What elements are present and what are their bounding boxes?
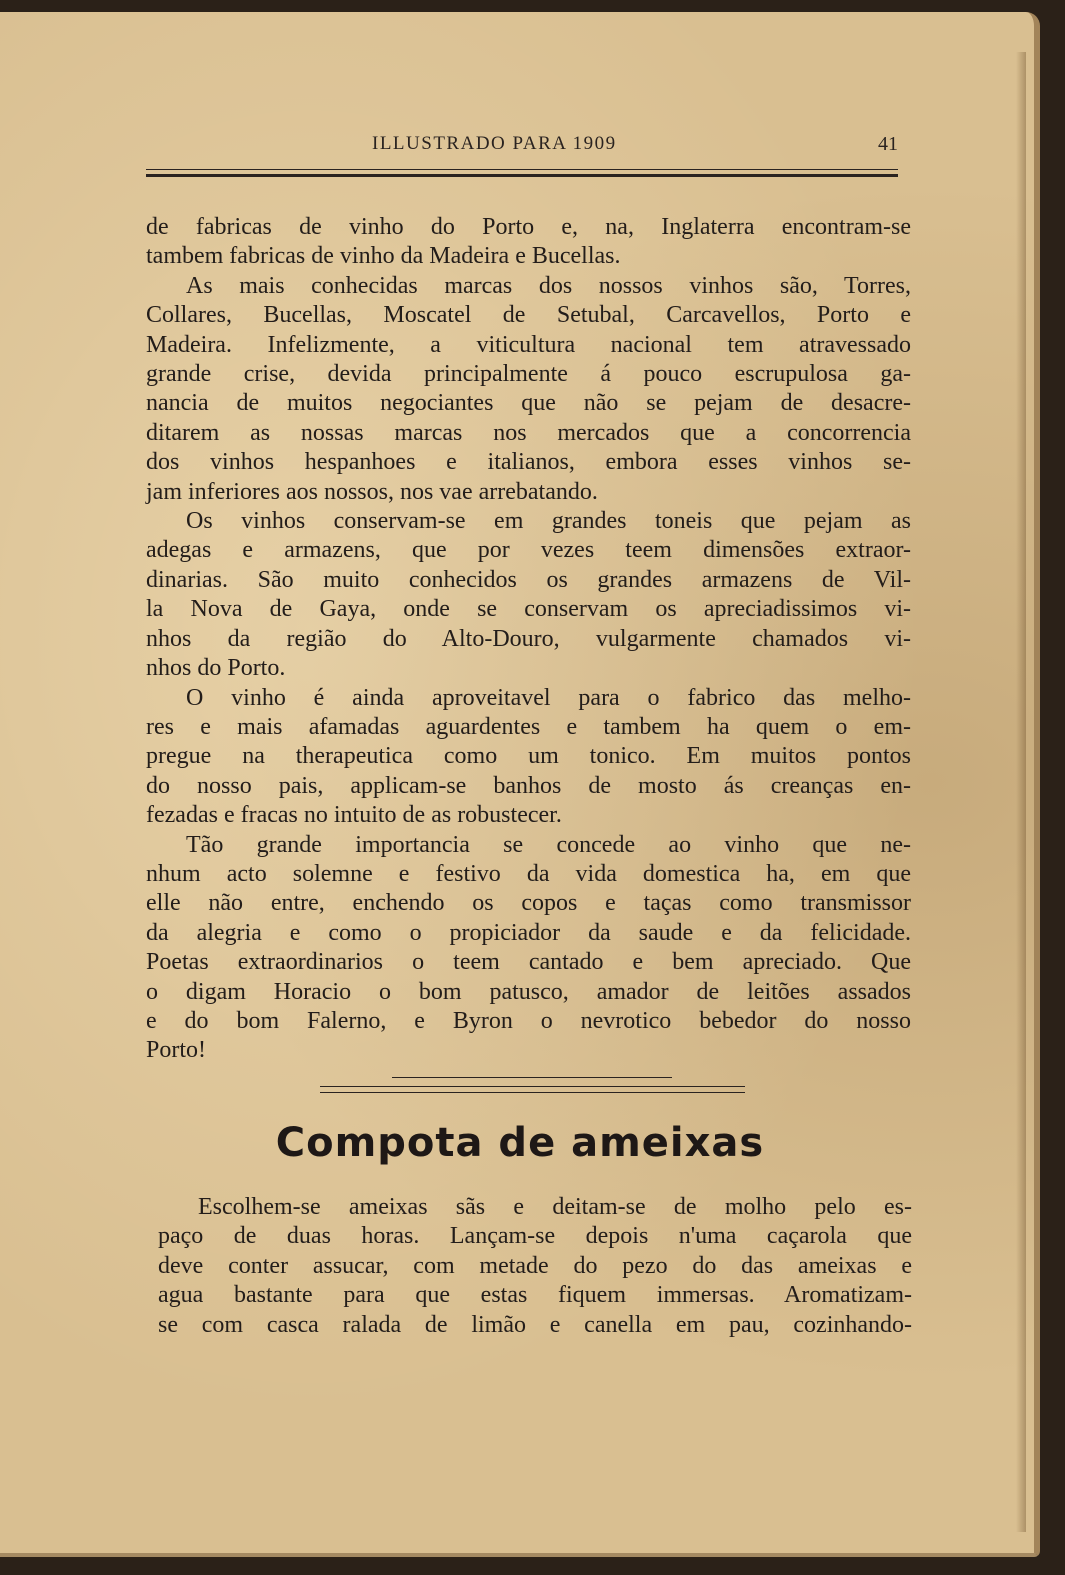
- text-line: nhum acto solemne e festivo da vida domestica ha, em que: [146, 860, 911, 887]
- text-line: Poetas extraordinarios o teem cantado e bem apreciado. Que: [146, 949, 911, 976]
- text-line: O vinho é ainda aproveitavel para o fabrico das melho-: [186, 684, 911, 711]
- text-line: grande crise, devida principalmente á pouco escrupulosa ga-: [146, 361, 911, 388]
- text-line: o digam Horacio o bom patusco, amador de leitões assados: [146, 978, 911, 1005]
- text-line: e do bom Falerno, e Byron o nevrotico bebedor do nosso: [146, 1007, 911, 1034]
- text-line: dos vinhos hespanhoes e italianos, embora esses vinhos se-: [146, 449, 911, 476]
- text-line: agua bastante para que estas fiquem immersas. Aromatizam-: [158, 1282, 912, 1309]
- text-line: nhos da região do Alto-Douro, vulgarmente chamados vi-: [146, 625, 911, 652]
- separator-rule-long: [320, 1086, 745, 1087]
- running-title: ILLUSTRADO PARA 1909: [372, 133, 617, 154]
- text-line: nhos do Porto.: [146, 655, 286, 682]
- text-line: fezadas e fracas no intuito de as robustecer.: [146, 802, 562, 829]
- recipe-title: Compota de ameixas: [275, 1120, 765, 1166]
- text-line: Collares, Bucellas, Moscatel de Setubal, Carcavellos, Porto e: [146, 302, 911, 329]
- text-line: pregue na therapeutica como um tonico. Em muitos pontos: [146, 743, 911, 770]
- text-line: elle não entre, enchendo os copos e taças como transmissor: [146, 890, 911, 917]
- text-line: Madeira. Infelizmente, a viticultura nacional tem atravessado: [146, 331, 911, 358]
- text-line: dinarias. São muito conhecidos os grandes armazens de Vil-: [146, 566, 911, 593]
- text-line: Tão grande importancia se concede ao vinho que ne-: [186, 831, 911, 858]
- text-line: se com casca ralada de limão e canella em pau, cozinhando-: [158, 1311, 912, 1338]
- text-line: Escolhem-se ameixas sãs e deitam-se de molho pelo es-: [198, 1194, 912, 1220]
- page-edge-shadow: [1016, 52, 1026, 1532]
- text-line: paço de duas horas. Lançam-se depois n'uma caçarola que: [158, 1223, 912, 1250]
- text-line: Porto!: [146, 1037, 206, 1064]
- header-rule-thin: [146, 169, 898, 170]
- text-line: la Nova de Gaya, onde se conservam os apreciadissimos vi-: [146, 596, 911, 623]
- text-line: da alegria e como o propiciador da saude e da felicidade.: [146, 919, 911, 946]
- text-line: nancia de muitos negociantes que não se pejam de desacre-: [146, 390, 911, 417]
- text-line: jam inferiores aos nossos, nos vae arrebatando.: [146, 478, 598, 505]
- text-line: As mais conhecidas marcas dos nossos vinhos são, Torres,: [186, 272, 911, 299]
- text-line: tambem fabricas de vinho da Madeira e Bucellas.: [146, 243, 621, 270]
- text-line: res e mais afamadas aguardentes e tambem ha quem o em-: [146, 713, 911, 740]
- recipe-body: [158, 1193, 912, 1340]
- page-number: 41: [878, 133, 898, 155]
- header-rule-thick: [146, 174, 898, 177]
- text-line: do nosso pais, applicam-se banhos de mosto ás creanças en-: [146, 772, 911, 799]
- separator-rule-long-2: [320, 1092, 745, 1093]
- text-line: Os vinhos conservam-se em grandes toneis que pejam as: [186, 508, 911, 535]
- separator-rule-short: [392, 1077, 672, 1078]
- text-line: ditarem as nossas marcas nos mercados que a concorrencia: [146, 419, 911, 446]
- running-header: [146, 133, 902, 163]
- article-body: [146, 213, 911, 1066]
- text-line: deve conter assucar, com metade do pezo do das ameixas e: [158, 1252, 912, 1279]
- text-line: de fabricas de vinho do Porto e, na, Inglaterra encontram-se: [146, 214, 911, 240]
- text-line: adegas e armazens, que por vezes teem dimensões extraor-: [146, 537, 911, 564]
